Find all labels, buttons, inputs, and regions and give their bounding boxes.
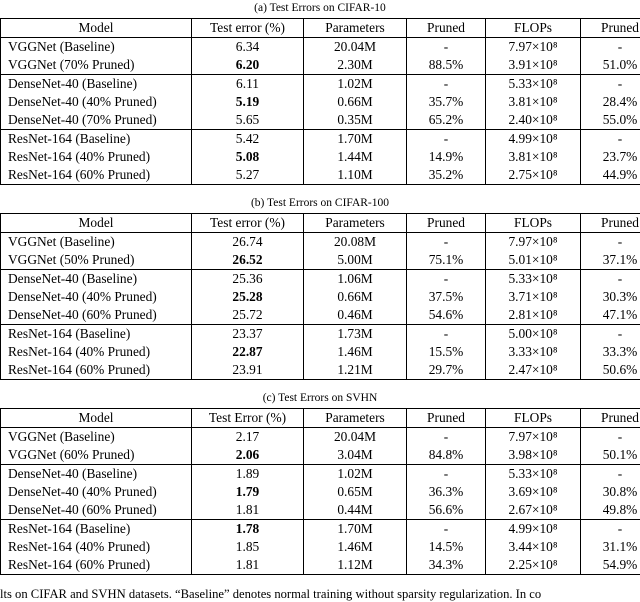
table-b [0,213,640,380]
column-header: Parameters [304,214,407,233]
column-header: FLOPs [486,214,581,233]
model-cell: VGGNet (Baseline) [1,38,192,57]
table-b-block [0,197,640,380]
value-cell: 5.27 [192,166,304,185]
value-cell: 23.91 [192,361,304,380]
value-cell: 2.25×10⁸ [486,556,581,575]
value-cell: - [407,465,486,484]
column-header: Pruned [407,214,486,233]
column-header: Test error (%) [192,19,304,38]
value-cell: - [407,325,486,344]
value-cell: 31.1% [581,538,640,556]
column-header: FLOPs [486,409,581,428]
value-cell: 51.0% [581,56,640,75]
value-cell: 29.7% [407,361,486,380]
column-header: Test Error (%) [192,409,304,428]
value-cell: 5.01×10⁸ [486,251,581,270]
value-cell: 20.04M [304,38,407,57]
value-cell: 6.20 [192,56,304,75]
value-cell: - [407,75,486,94]
value-cell: - [407,270,486,289]
model-cell: DenseNet-40 (40% Pruned) [1,93,192,111]
value-cell: 5.00×10⁸ [486,325,581,344]
value-cell: 25.36 [192,270,304,289]
value-cell: 56.6% [407,501,486,520]
column-header: Model [1,409,192,428]
table-a-caption: (a) Test Errors on CIFAR-10 [0,2,640,15]
value-cell: 2.30M [304,56,407,75]
value-cell: - [407,233,486,252]
value-cell: 4.99×10⁸ [486,520,581,539]
column-header: Pruned [581,409,640,428]
header-row [1,214,640,233]
value-cell: 1.70M [304,130,407,149]
value-cell: 14.9% [407,148,486,166]
model-cell: ResNet-164 (60% Pruned) [1,556,192,575]
model-cell: DenseNet-40 (Baseline) [1,75,192,94]
model-cell: ResNet-164 (60% Pruned) [1,166,192,185]
table-c-caption: (c) Test Errors on SVHN [0,392,640,405]
column-header: Pruned [581,214,640,233]
value-cell: - [581,325,640,344]
value-cell: 3.81×10⁸ [486,148,581,166]
value-cell: 25.28 [192,288,304,306]
value-cell: 5.33×10⁸ [486,465,581,484]
table-row [1,233,640,252]
value-cell: - [581,520,640,539]
table-row [1,251,640,270]
model-cell: ResNet-164 (40% Pruned) [1,343,192,361]
value-cell: 0.65M [304,483,407,501]
column-header: Parameters [304,19,407,38]
value-cell: 5.42 [192,130,304,149]
model-cell: DenseNet-40 (40% Pruned) [1,483,192,501]
value-cell: 20.08M [304,233,407,252]
value-cell: - [407,520,486,539]
table-row [1,483,640,501]
value-cell: 5.65 [192,111,304,130]
value-cell: - [581,270,640,289]
column-header: Test error (%) [192,214,304,233]
value-cell: 6.11 [192,75,304,94]
value-cell: 2.67×10⁸ [486,501,581,520]
value-cell: 7.97×10⁸ [486,38,581,57]
value-cell: 34.3% [407,556,486,575]
value-cell: 33.3% [581,343,640,361]
value-cell: 3.69×10⁸ [486,483,581,501]
value-cell: - [581,428,640,447]
column-header: Pruned [581,19,640,38]
table-row [1,148,640,166]
table-row [1,465,640,484]
table-row [1,166,640,185]
table-row [1,111,640,130]
value-cell: 3.98×10⁸ [486,446,581,465]
value-cell: 5.00M [304,251,407,270]
value-cell: 1.21M [304,361,407,380]
model-cell: ResNet-164 (Baseline) [1,325,192,344]
value-cell: 5.19 [192,93,304,111]
model-cell: DenseNet-40 (60% Pruned) [1,501,192,520]
model-cell: ResNet-164 (Baseline) [1,130,192,149]
value-cell: 55.0% [581,111,640,130]
value-cell: 5.33×10⁸ [486,270,581,289]
value-cell: 25.72 [192,306,304,325]
value-cell: - [407,130,486,149]
value-cell: - [581,130,640,149]
value-cell: 7.97×10⁸ [486,233,581,252]
value-cell: 1.73M [304,325,407,344]
table-row [1,501,640,520]
column-header: Parameters [304,409,407,428]
table-a-block [0,2,640,185]
model-cell: VGGNet (60% Pruned) [1,446,192,465]
table-row [1,520,640,539]
value-cell: 26.52 [192,251,304,270]
value-cell: 44.9% [581,166,640,185]
value-cell: 3.04M [304,446,407,465]
value-cell: 35.7% [407,93,486,111]
value-cell: - [581,465,640,484]
value-cell: 50.1% [581,446,640,465]
value-cell: 1.89 [192,465,304,484]
bottom-caption-text: lts on CIFAR and SVHN datasets. “Baseline” denotes normal training without sparsity regularization. In co [0,587,640,602]
value-cell: 28.4% [581,93,640,111]
value-cell: 1.85 [192,538,304,556]
value-cell: 1.44M [304,148,407,166]
table-row [1,325,640,344]
table-row [1,361,640,380]
table-row [1,75,640,94]
table-row [1,306,640,325]
model-cell: ResNet-164 (40% Pruned) [1,538,192,556]
table-a [0,18,640,185]
table-row [1,130,640,149]
value-cell: 0.35M [304,111,407,130]
value-cell: 5.08 [192,148,304,166]
value-cell: 75.1% [407,251,486,270]
model-cell: DenseNet-40 (70% Pruned) [1,111,192,130]
value-cell: 1.02M [304,75,407,94]
value-cell: 50.6% [581,361,640,380]
value-cell: 3.91×10⁸ [486,56,581,75]
column-header: Pruned [407,409,486,428]
value-cell: 37.5% [407,288,486,306]
value-cell: 2.47×10⁸ [486,361,581,380]
value-cell: 36.3% [407,483,486,501]
model-cell: VGGNet (70% Pruned) [1,56,192,75]
value-cell: 0.66M [304,93,407,111]
value-cell: - [407,38,486,57]
table-row [1,270,640,289]
table-row [1,556,640,575]
value-cell: 47.1% [581,306,640,325]
value-cell: 1.46M [304,538,407,556]
model-cell: VGGNet (Baseline) [1,233,192,252]
value-cell: 23.37 [192,325,304,344]
value-cell: 54.9% [581,556,640,575]
value-cell: 0.46M [304,306,407,325]
value-cell: 6.34 [192,38,304,57]
value-cell: 54.6% [407,306,486,325]
value-cell: - [581,75,640,94]
value-cell: 2.17 [192,428,304,447]
value-cell: 1.70M [304,520,407,539]
value-cell: 35.2% [407,166,486,185]
value-cell: 49.8% [581,501,640,520]
table-row [1,93,640,111]
value-cell: 22.87 [192,343,304,361]
value-cell: 1.12M [304,556,407,575]
table-c-block [0,392,640,575]
value-cell: 26.74 [192,233,304,252]
value-cell: 23.7% [581,148,640,166]
model-cell: DenseNet-40 (60% Pruned) [1,306,192,325]
column-header: Pruned [407,19,486,38]
model-cell: DenseNet-40 (40% Pruned) [1,288,192,306]
value-cell: 30.8% [581,483,640,501]
value-cell: 1.46M [304,343,407,361]
value-cell: 7.97×10⁸ [486,428,581,447]
value-cell: 3.33×10⁸ [486,343,581,361]
model-cell: VGGNet (50% Pruned) [1,251,192,270]
model-cell: ResNet-164 (Baseline) [1,520,192,539]
value-cell: 0.66M [304,288,407,306]
value-cell: 1.79 [192,483,304,501]
model-cell: DenseNet-40 (Baseline) [1,465,192,484]
value-cell: 1.02M [304,465,407,484]
column-header: FLOPs [486,19,581,38]
value-cell: 3.44×10⁸ [486,538,581,556]
value-cell: - [581,38,640,57]
value-cell: 30.3% [581,288,640,306]
value-cell: 1.81 [192,501,304,520]
value-cell: 4.99×10⁸ [486,130,581,149]
value-cell: 2.06 [192,446,304,465]
column-header: Model [1,214,192,233]
table-b-caption: (b) Test Errors on CIFAR-100 [0,197,640,210]
header-row [1,19,640,38]
value-cell: 1.78 [192,520,304,539]
value-cell: 15.5% [407,343,486,361]
value-cell: - [581,233,640,252]
value-cell: 88.5% [407,56,486,75]
model-cell: VGGNet (Baseline) [1,428,192,447]
value-cell: 65.2% [407,111,486,130]
value-cell: 2.81×10⁸ [486,306,581,325]
value-cell: 2.40×10⁸ [486,111,581,130]
header-row [1,409,640,428]
value-cell: 14.5% [407,538,486,556]
table-row [1,538,640,556]
table-row [1,56,640,75]
value-cell: 1.10M [304,166,407,185]
model-cell: ResNet-164 (40% Pruned) [1,148,192,166]
value-cell: 1.81 [192,556,304,575]
value-cell: 20.04M [304,428,407,447]
table-c [0,408,640,575]
table-row [1,446,640,465]
table-row [1,343,640,361]
value-cell: 5.33×10⁸ [486,75,581,94]
value-cell: 3.71×10⁸ [486,288,581,306]
value-cell: 1.06M [304,270,407,289]
value-cell: 84.8% [407,446,486,465]
table-row [1,428,640,447]
table-row [1,38,640,57]
column-header: Model [1,19,192,38]
model-cell: ResNet-164 (60% Pruned) [1,361,192,380]
value-cell: 37.1% [581,251,640,270]
value-cell: 3.81×10⁸ [486,93,581,111]
value-cell: 2.75×10⁸ [486,166,581,185]
value-cell: - [407,428,486,447]
value-cell: 0.44M [304,501,407,520]
model-cell: DenseNet-40 (Baseline) [1,270,192,289]
table-row [1,288,640,306]
